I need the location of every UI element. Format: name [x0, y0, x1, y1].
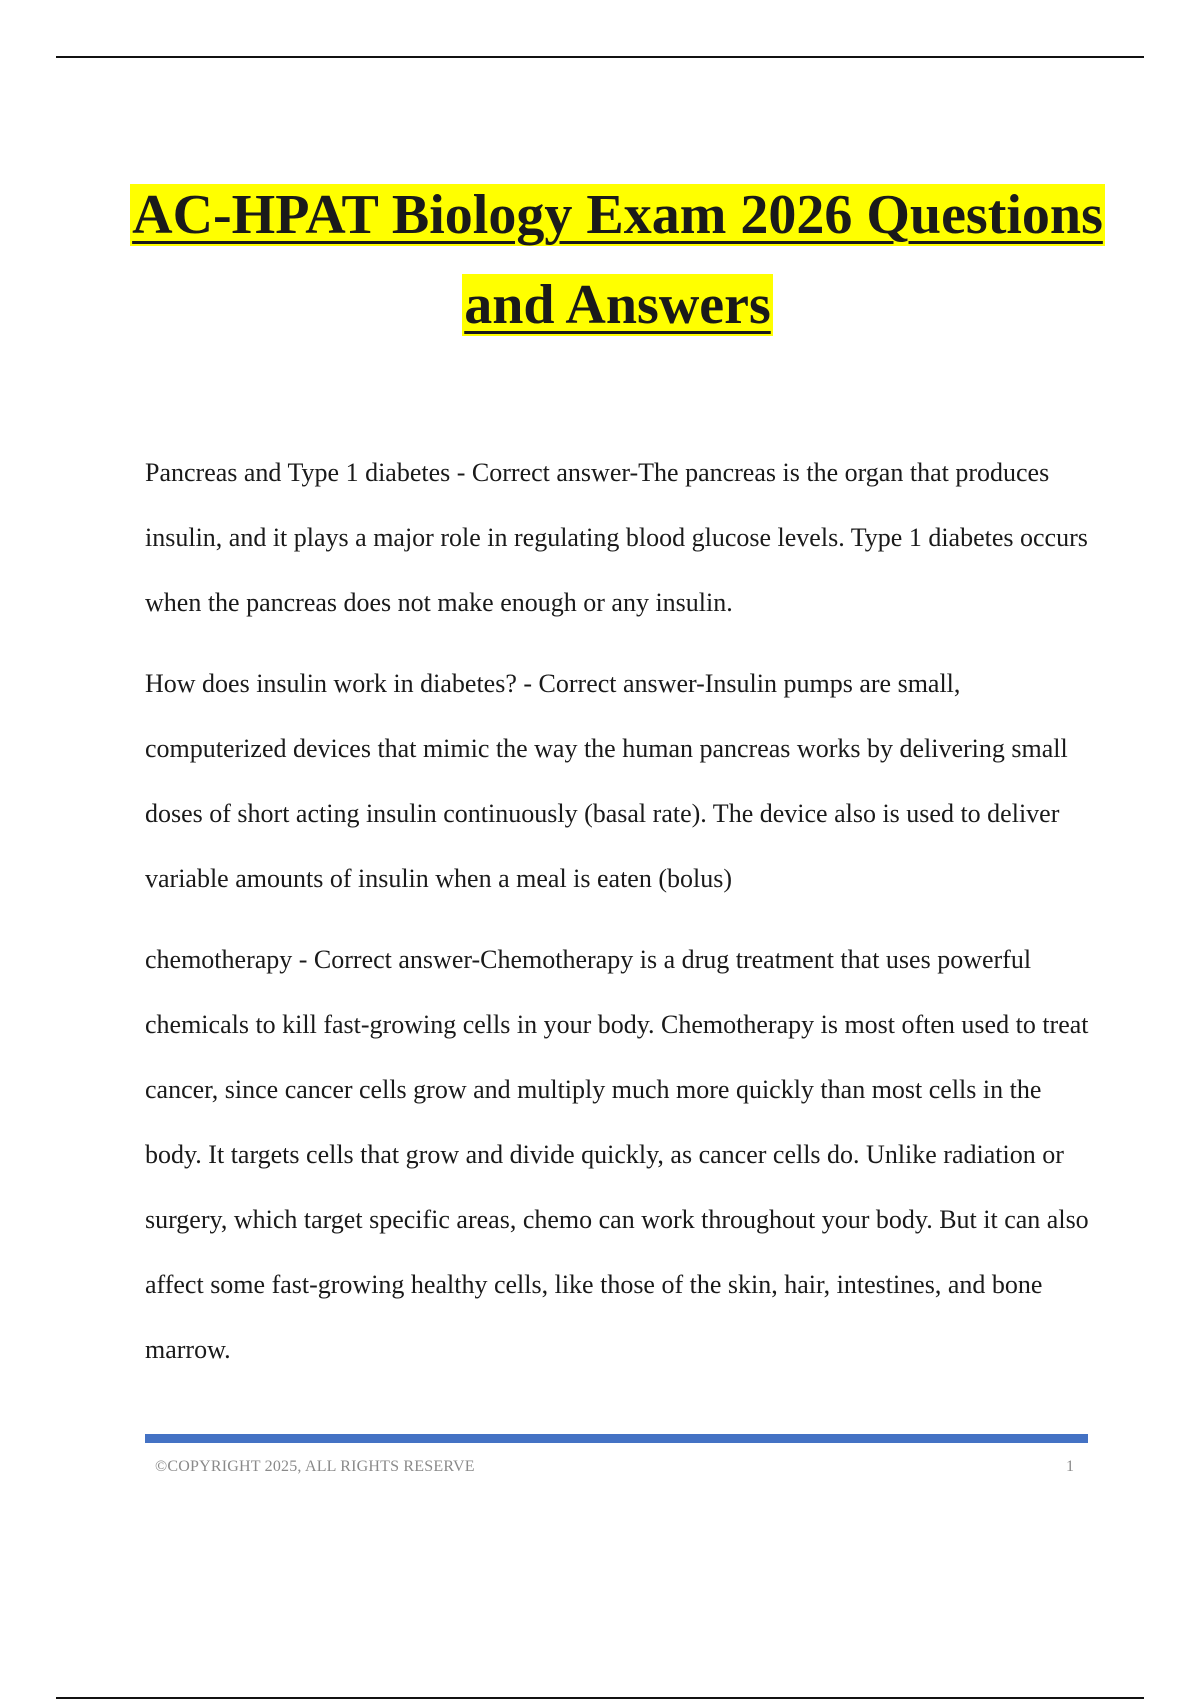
bottom-rule: [56, 1697, 1144, 1699]
footer-copyright: ©COPYRIGHT 2025, ALL RIGHTS RESERVE: [155, 1458, 475, 1475]
document-body: [145, 440, 1095, 1398]
title-line-1: [60, 170, 1175, 260]
qa-entry-chemotherapy: chemotherapy - Correct answer-Chemotherapy is a drug treatment that uses powerful chemicals to kill fast-growing cells in your body. Chemotherapy is most often used to treat cancer, since cancer cells grow and multiply much more quickly than most cells in the body. It targets cells that grow and divide quickly, as cancer cells do. Unlike radiation or surgery, which target specific areas, chemo can work throughout your body. But it can also affect some fast-growing healthy cells, like those of the skin, hair, intestines, and bone marrow.: [145, 945, 1089, 1364]
top-rule: [56, 56, 1144, 58]
title-line-1-text: AC-HPAT Biology Exam 2026 Questions: [132, 184, 1103, 246]
title-line-2: [60, 260, 1175, 350]
qa-entry-insulin: How does insulin work in diabetes? - Correct answer-Insulin pumps are small, computerized devices that mimic the way the human pancreas works by delivering small doses of short acting insulin continuously (basal rate). The device also is used to deliver variable amounts of insulin when a meal is eaten (bolus): [145, 669, 1068, 893]
qa-entry-pancreas: Pancreas and Type 1 diabetes - Correct answer-The pancreas is the organ that produces insulin, and it plays a major role in regulating blood glucose levels. Type 1 diabetes occurs when the pancreas does not make enough or any insulin.: [145, 458, 1088, 617]
document-title: [60, 170, 1175, 350]
footer-divider-bar: [145, 1434, 1088, 1443]
title-line-2-text: and Answers: [464, 274, 771, 336]
footer-page-number: 1: [1066, 1458, 1074, 1475]
